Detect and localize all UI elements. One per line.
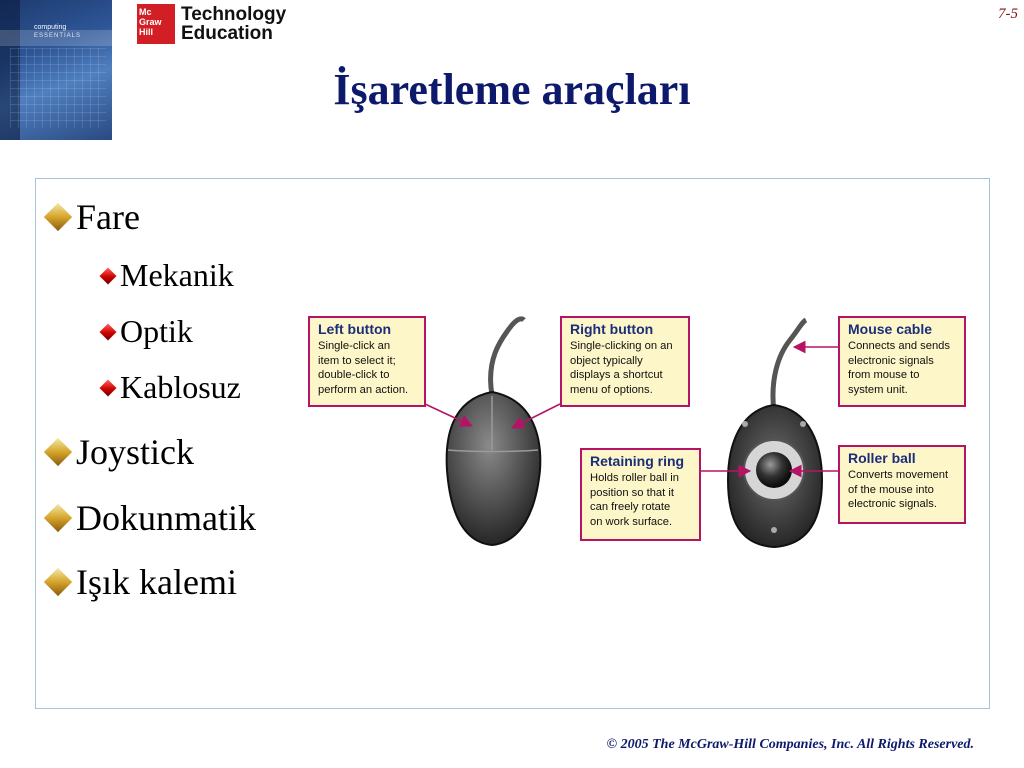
cover-title-line2: ESSENTIALS (34, 33, 82, 39)
slide-title: İşaretleme araçları (333, 65, 691, 114)
mouse-bottom-view (728, 320, 822, 547)
callout-body (318, 339, 416, 397)
callout-line: item to select it; (318, 354, 396, 367)
callout-right-button (560, 316, 690, 407)
callout-line: Connects and sends (848, 340, 950, 352)
mouse-top-view (447, 319, 541, 545)
bullet-text: Fare (76, 197, 140, 237)
logo-mark-line1: Mc (139, 7, 152, 17)
callout-title: Retaining ring (590, 453, 685, 469)
callout-line: system unit. (848, 383, 908, 396)
screw (742, 421, 748, 427)
callout-line: electronic signals. (848, 498, 937, 510)
callout-line: on work surface. (590, 515, 673, 528)
mouse-cable-bottom (773, 320, 806, 412)
logo-wordmark-line2: Education (181, 23, 273, 44)
cover-title-line1: computing (34, 24, 67, 31)
callout-line: object typically (570, 354, 643, 367)
callout-title: Roller ball (848, 450, 916, 466)
sub-bullet-text: Optik (120, 313, 193, 349)
mouse-body (447, 392, 541, 545)
mouse-cable (491, 319, 524, 395)
callout-line: from mouse to (848, 369, 920, 381)
callout-body (848, 468, 956, 512)
callout-mouse-cable (838, 316, 966, 407)
copyright-footer: © 2005 The McGraw-Hill Companies, Inc. All Rights Reserved. (606, 737, 974, 752)
callout-line: menu of options. (570, 383, 653, 396)
callout-line: electronic signals (848, 354, 934, 367)
callout-line: of the mouse into (848, 483, 934, 496)
callout-line: displays a shortcut (570, 369, 663, 381)
logo-mark-line2: Graw (139, 17, 162, 27)
callout-line: double-click to (318, 369, 390, 381)
bullet-text: Dokunmatik (76, 498, 256, 538)
logo-mark-line3: Hill (139, 27, 154, 37)
screw (800, 421, 806, 427)
callout-line: can freely rotate (590, 501, 671, 513)
callout-left-button (308, 316, 426, 407)
callout-roller-ball (838, 445, 966, 524)
sub-bullet-text: Kablosuz (120, 369, 241, 405)
roller-ball (756, 452, 792, 488)
callout-body (570, 339, 680, 397)
callout-line: Holds roller ball in (590, 472, 679, 484)
callout-line: Single-click an (318, 340, 391, 352)
callout-title: Right button (570, 321, 654, 337)
callout-retaining-ring (580, 448, 701, 541)
bullet-text: Joystick (76, 432, 195, 472)
callout-line: Converts movement (848, 469, 949, 481)
callout-title: Left button (318, 321, 392, 337)
sub-bullet-text: Mekanik (120, 257, 234, 293)
callout-line: Single-clicking on an (570, 340, 673, 352)
callout-body (848, 339, 956, 397)
callout-title: Mouse cable (848, 321, 933, 337)
slide-number: 7-5 (998, 6, 1018, 22)
screw (771, 527, 777, 533)
callout-line: position so that it (590, 486, 674, 499)
logo-wordmark-line1: Technology (181, 4, 287, 25)
callout-body (590, 471, 691, 529)
bullet-text: Işık kalemi (76, 562, 237, 602)
callout-line: perform an action. (318, 383, 409, 396)
